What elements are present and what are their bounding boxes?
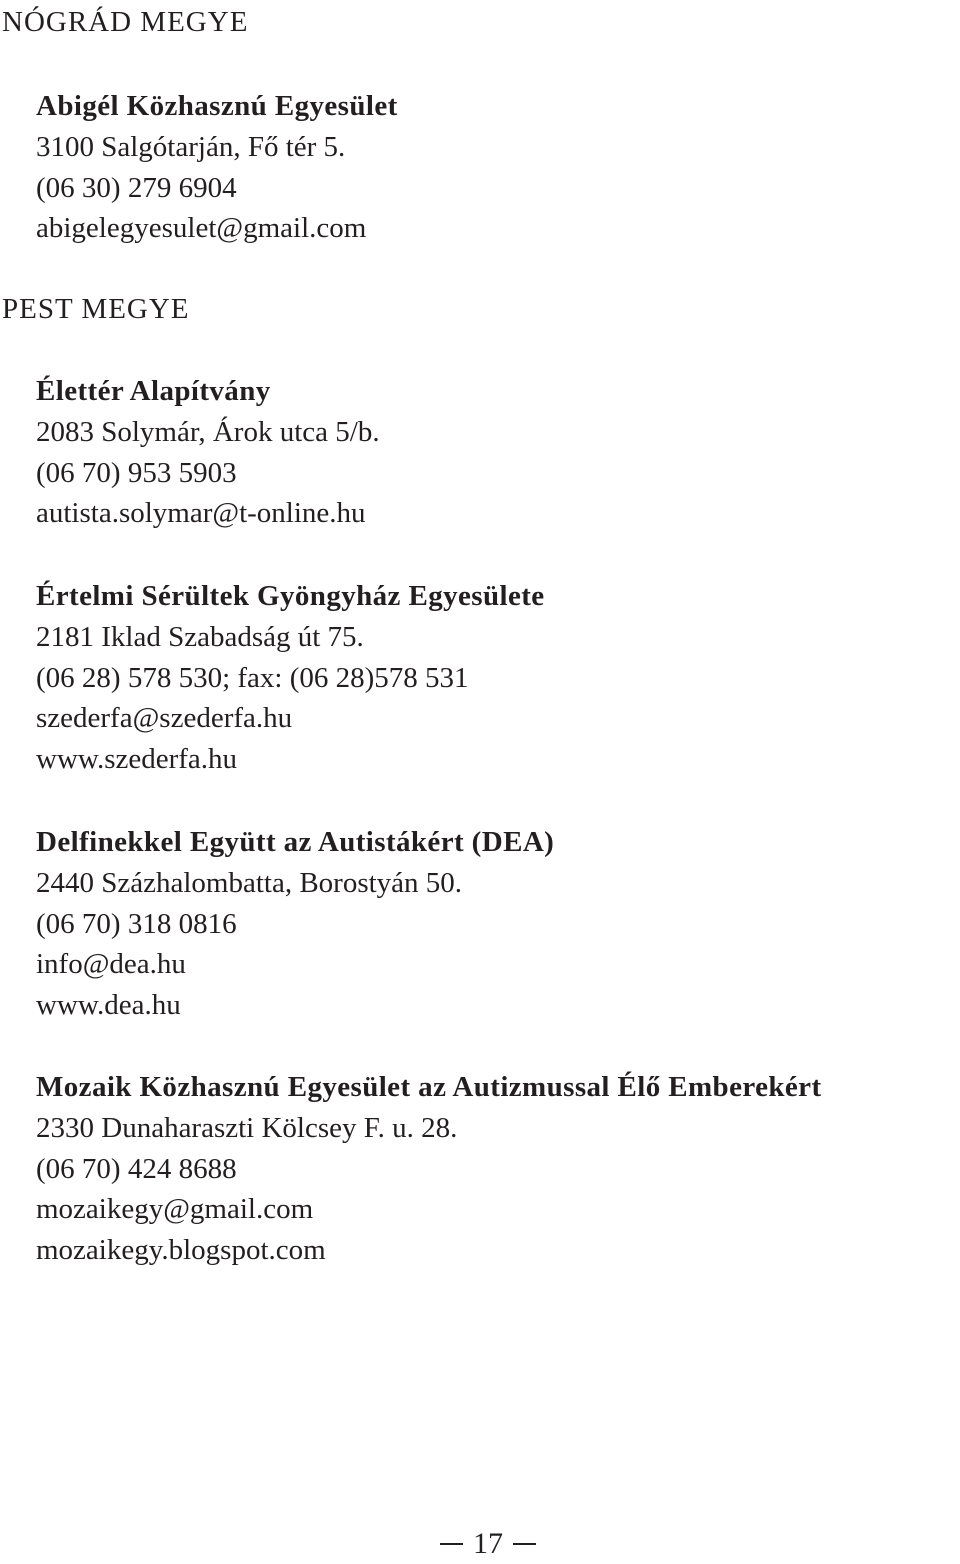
org-website: www.szederfa.hu (36, 743, 238, 776)
org-website: www.dea.hu (36, 989, 181, 1022)
org-phone: (06 30) 279 6904 (36, 171, 237, 204)
org-name: Delfinekkel Együtt az Autistákért (DEA) (36, 826, 555, 858)
org-entry-dea (36, 822, 554, 1026)
org-website: mozaikegy.blogspot.com (36, 1234, 326, 1267)
org-address: 3100 Salgótarján, Fő tér 5. (36, 130, 346, 163)
org-email: abigelegyesulet@gmail.com (36, 212, 367, 245)
page-footer (440, 1524, 536, 1564)
org-name: Abigél Közhasznú Egyesület (36, 90, 398, 122)
org-entry-gyongyhaz (36, 576, 545, 780)
org-phone: (06 70) 318 0816 (36, 907, 237, 940)
org-entry-mozaik (36, 1067, 822, 1271)
org-name: Élettér Alapítvány (36, 375, 271, 407)
org-entry-eletter (36, 371, 380, 534)
org-entry-abigel (36, 86, 398, 249)
org-email: info@dea.hu (36, 948, 186, 981)
org-address: 2330 Dunaharaszti Kölcsey F. u. 28. (36, 1111, 458, 1144)
org-address: 2440 Százhalombatta, Borostyán 50. (36, 866, 463, 899)
org-address: 2181 Iklad Szabadság út 75. (36, 620, 364, 653)
org-email: autista.solymar@t-online.hu (36, 497, 366, 530)
org-name: Értelmi Sérültek Gyöngyház Egyesülete (36, 580, 545, 612)
footer-dash-left (440, 1543, 463, 1545)
org-email: szederfa@szederfa.hu (36, 702, 293, 735)
org-name: Mozaik Közhasznú Egyesület az Autizmussal Élő Emberekért (36, 1071, 822, 1103)
county-heading-nograd: NÓGRÁD MEGYE (2, 6, 249, 38)
county-heading-pest: PEST MEGYE (2, 293, 190, 325)
page-number: 17 (473, 1527, 503, 1560)
org-email: mozaikegy@gmail.com (36, 1193, 314, 1226)
org-phone: (06 70) 424 8688 (36, 1152, 237, 1185)
footer-dash-right (513, 1543, 536, 1545)
org-phone: (06 70) 953 5903 (36, 456, 237, 489)
org-phone: (06 28) 578 530; fax: (06 28)578 531 (36, 661, 469, 694)
org-address: 2083 Solymár, Árok utca 5/b. (36, 415, 380, 448)
